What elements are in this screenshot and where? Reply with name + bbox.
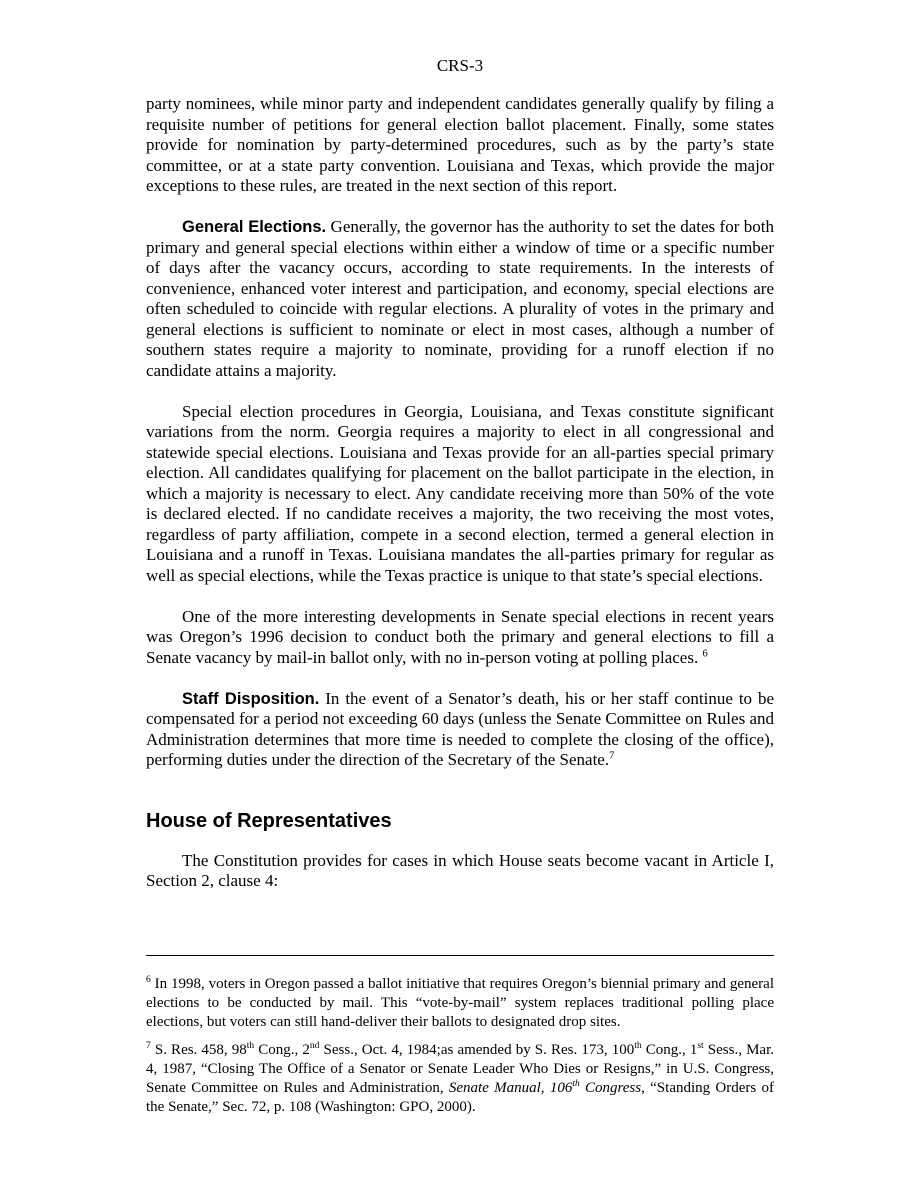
paragraph-oregon	[146, 607, 774, 669]
footnote-7-text-f: , “Standing Orders of the Senate,” Sec. 72, p. 108 (Washington: GPO, 2000).	[146, 1080, 775, 1115]
body-text	[146, 94, 774, 912]
runin-heading-general-elections: General Elections.	[182, 218, 327, 236]
footnote-7-sup-3: th	[634, 1041, 642, 1051]
paragraph-staff-disposition	[146, 689, 774, 771]
paragraph-general-elections-text: Generally, the governor has the authority to set the dates for both primary and general special elections within either a window of time or a specific number of days after the vacancy occurs, according to state requirements. In the interests of convenience, enhanced voter interest and participation, and economy, special elections are often scheduled to coincide with regular elections. A plurality of votes in the primary and general elections is sufficient to nominate or elect in most cases, although a number of southern states require a majority to nominate, providing for a runoff election if no candidate attains a majority.	[146, 217, 774, 380]
paragraph-1: party nominees, while minor party and independent candidates generally qualify by filing a requisite number of petitions for general election ballot placement. Finally, some states provide for nomination by party-determined procedures, such as by the party’s state committee, or at a state party convention. Louisiana and Texas, which provide the major exceptions to these rules, are treated in the next section of this report.	[146, 94, 774, 195]
footnote-7-number: 7	[146, 1041, 151, 1051]
paragraph-oregon-text: One of the more interesting developments in Senate special elections in recent years was Oregon’s 1996 decision to conduct both the primary and general elections to fill a Senate vacancy by mail-in ballot only, with no in-person voting at polling places.	[146, 606, 774, 667]
footnote-ref-6[interactable]: 6	[702, 647, 708, 659]
paragraph-special-procedures: Special election procedures in Georgia, Louisiana, and Texas constitute significant variations from the norm. Georgia requires a majority to elect in all congressional and statewide special elections. Louisiana and Texas provide for an all-parties special primary election. All candidates qualifying for placement on the ballot participate in the election, in which a majority is necessary to elect. Any candidate receiving more than 50% of the vote is declared elected. If no candidate receives a majority, the two receiving the most votes, regardless of party affiliation, compete in a second election, termed a general election in Louisiana and a runoff in Texas. Louisiana mandates the all-parties primary for regular as well as special elections, while the Texas practice is unique to that state’s special elections.	[146, 401, 774, 585]
footnote-7-text-a: S. Res. 458, 98	[150, 1042, 247, 1058]
footnote-7-title	[449, 1080, 641, 1096]
paragraph-staff-disposition-text: In the event of a Senator’s death, his or her staff continue to be compensated for a period not exceeding 60 days (unless the Senate Committee on Rules and Administration determines that more time is needed to complete the closing of the office), performing duties under the direction of the Secretary of the Senate.	[146, 688, 775, 769]
section-title-house: House of Representatives	[146, 809, 392, 832]
footnote-7-text-b: Cong., 2	[254, 1042, 310, 1058]
footnote-7-text-c: Sess., Oct. 4, 1984;as amended by S. Res. 173, 100	[319, 1042, 635, 1058]
footnote-6-text: In 1998, voters in Oregon passed a ballot initiative that requires Oregon’s biennial primary and general elections to be conducted by mail. This “vote-by-mail” system replaces traditional polling place elections, but voters can still hand-deliver their ballots to designated drop sites.	[146, 976, 774, 1030]
footnote-7-text-d: Cong., 1	[641, 1042, 698, 1058]
footnotes	[146, 975, 774, 1126]
footnote-7-sup-1: th	[246, 1041, 255, 1051]
page-header: CRS-3	[436, 56, 484, 75]
footnote-7-title-a: Senate Manual, 106	[448, 1080, 573, 1096]
paragraph-general-elections	[146, 217, 774, 381]
footnote-7-text-e: Sess., Mar. 4, 1987, “Closing The Office of a Senator or Senate Leader Who Dies or Resigns,” in U.S. Congress, Senate Committee on Rules and Administration,	[146, 1042, 775, 1096]
paragraph-constitution: The Constitution provides for cases in which House seats become vacant in Article I, Section 2, clause 4:	[146, 850, 774, 890]
footnote-7-sup-2: nd	[309, 1041, 320, 1051]
footnote-divider	[146, 955, 774, 956]
footnote-7	[146, 1041, 774, 1117]
footnote-7-title-b: Congress	[579, 1080, 642, 1096]
footnote-ref-7[interactable]: 7	[609, 750, 615, 762]
footnote-7-sup-4: st	[697, 1041, 704, 1051]
footnote-6	[146, 975, 774, 1032]
runin-heading-staff-disposition: Staff Disposition.	[182, 689, 320, 708]
footnote-7-title-sup: th	[572, 1079, 580, 1089]
footnote-6-number: 6	[146, 975, 151, 985]
